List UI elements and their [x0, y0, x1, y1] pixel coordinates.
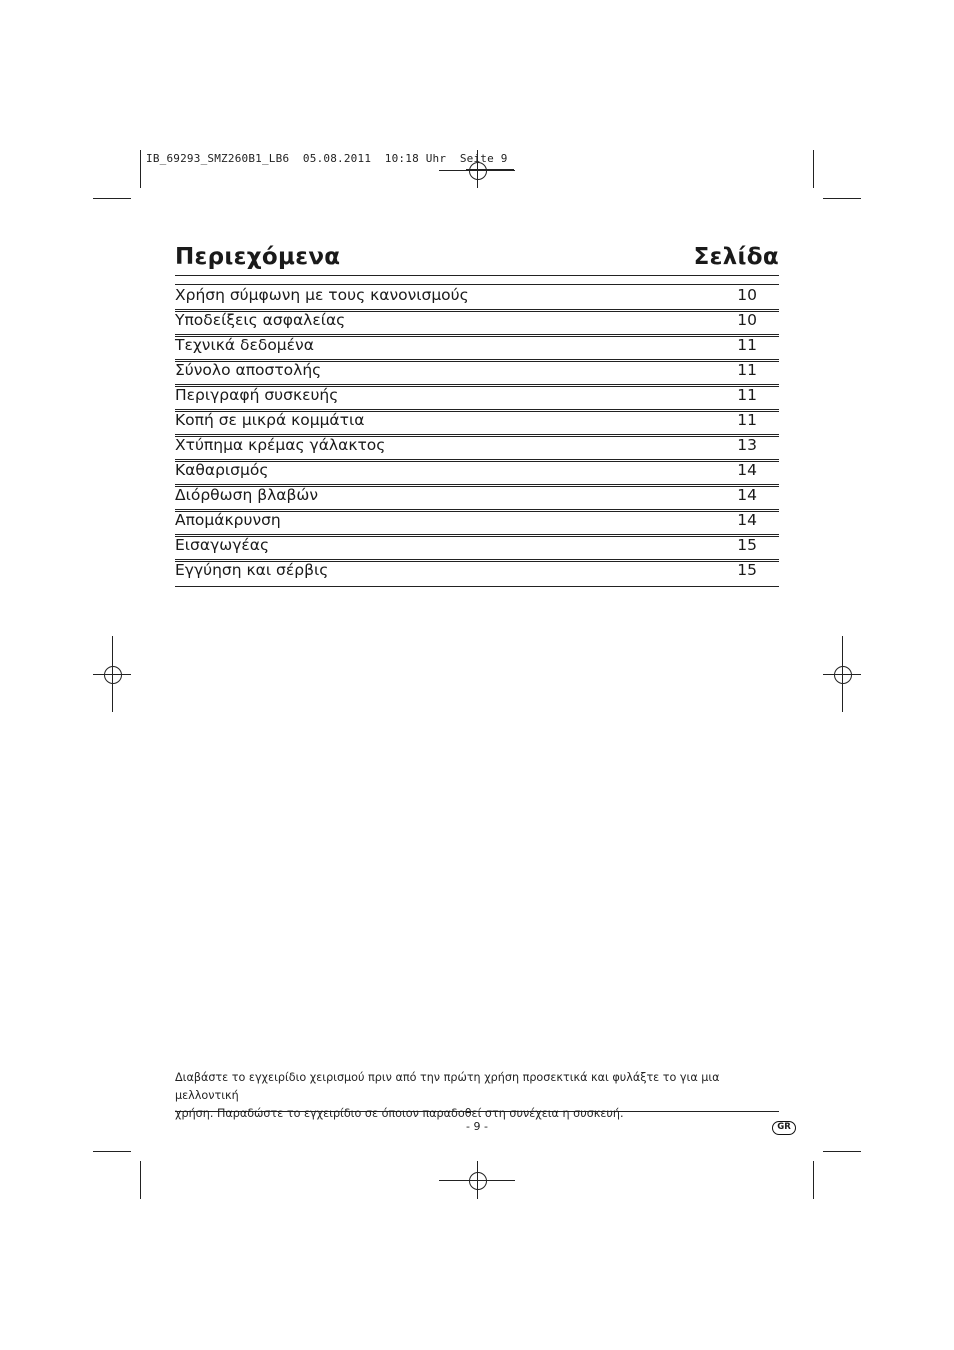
toc-entry[interactable] — [175, 284, 779, 309]
toc-entry-label: Κοπή σε μικρά κομμάτια — [175, 411, 365, 429]
toc-entry[interactable] — [175, 334, 779, 359]
registration-mark-right-circle — [834, 666, 852, 684]
toc-entry-label: Χτύπημα κρέμας γάλακτος — [175, 436, 386, 454]
reading-instruction-note — [175, 1069, 779, 1123]
toc-entry-page: 10 — [737, 311, 757, 329]
toc-entry-label: Υποδείξεις ασφαλείας — [175, 311, 346, 329]
toc-entry-label: Απομάκρυνση — [175, 511, 281, 529]
toc-entry-label: Διόρθωση βλαβών — [175, 486, 319, 504]
toc-entry[interactable] — [175, 534, 779, 559]
toc-entry-label: Τεχνικά δεδομένα — [175, 336, 314, 354]
toc-entry-page: 11 — [737, 361, 757, 379]
toc-entry-page: 10 — [737, 286, 757, 304]
crop-mark-top-right-horizontal — [823, 198, 861, 199]
toc-entry-label: Εισαγωγέας — [175, 536, 270, 554]
crop-mark-bottom-left-horizontal — [93, 1151, 131, 1152]
crop-mark-bottom-left-vertical — [140, 1161, 141, 1199]
toc-entry-page: 11 — [737, 411, 757, 429]
registration-mark-bottom-circle — [469, 1172, 487, 1190]
toc-entry[interactable] — [175, 509, 779, 534]
note-line-2: χρήση. Παραδώστε το εγχειρίδιο σε όποιον παραδοθεί στη συνέχεια η συσκευή. — [175, 1107, 624, 1120]
toc-entry-page: 15 — [737, 561, 757, 579]
footer-rule — [175, 1111, 779, 1112]
toc-entry[interactable] — [175, 359, 779, 384]
toc-entry[interactable] — [175, 384, 779, 409]
toc-title: Περιεχόμενα — [175, 244, 341, 270]
toc-header-rule — [175, 275, 779, 276]
crop-mark-top-left-vertical — [140, 150, 141, 188]
toc-entry-page: 13 — [737, 436, 757, 454]
toc-entry-page: 14 — [737, 511, 757, 529]
crop-mark-top-right-vertical — [813, 150, 814, 188]
toc-entry[interactable] — [175, 309, 779, 334]
crop-mark-bottom-right-horizontal — [823, 1151, 861, 1152]
page-number: - 9 - — [466, 1120, 488, 1133]
toc-entry-page: 15 — [737, 536, 757, 554]
registration-mark-top-circle — [469, 162, 487, 180]
toc-entry-label: Σύνολο αποστολής — [175, 361, 322, 379]
toc-entry[interactable] — [175, 559, 779, 584]
note-line-1: Διαβάστε το εγχειρίδιο χειρισμού πριν από την πρώτη χρήση προσεκτικά και φυλάξτε το για μια μελλοντική — [175, 1071, 720, 1102]
toc-entry-page: 14 — [737, 461, 757, 479]
toc-entry-page: 11 — [737, 336, 757, 354]
toc-entry-label: Χρήση σύμφωνη με τους κανονισμούς — [175, 286, 469, 304]
toc-page-heading: Σελίδα — [693, 244, 779, 270]
registration-mark-left-circle — [104, 666, 122, 684]
toc-header — [175, 244, 779, 274]
toc-entry-label: Καθαρισμός — [175, 461, 269, 479]
toc-list — [175, 284, 779, 584]
toc-entry[interactable] — [175, 409, 779, 434]
toc-entry[interactable] — [175, 459, 779, 484]
toc-entry-label: Περιγραφή συσκευής — [175, 386, 339, 404]
toc-entry[interactable] — [175, 434, 779, 459]
toc-entry-page: 11 — [737, 386, 757, 404]
crop-mark-top-left-horizontal — [93, 198, 131, 199]
toc-entry[interactable] — [175, 484, 779, 509]
print-slug: IB_69293_SMZ260B1_LB6 05.08.2011 10:18 Uhr Seite 9 — [146, 152, 508, 165]
crop-mark-bottom-right-vertical — [813, 1161, 814, 1199]
language-badge-gr: GR — [772, 1121, 796, 1135]
toc-entry-page: 14 — [737, 486, 757, 504]
toc-entry-label: Εγγύηση και σέρβις — [175, 561, 329, 579]
